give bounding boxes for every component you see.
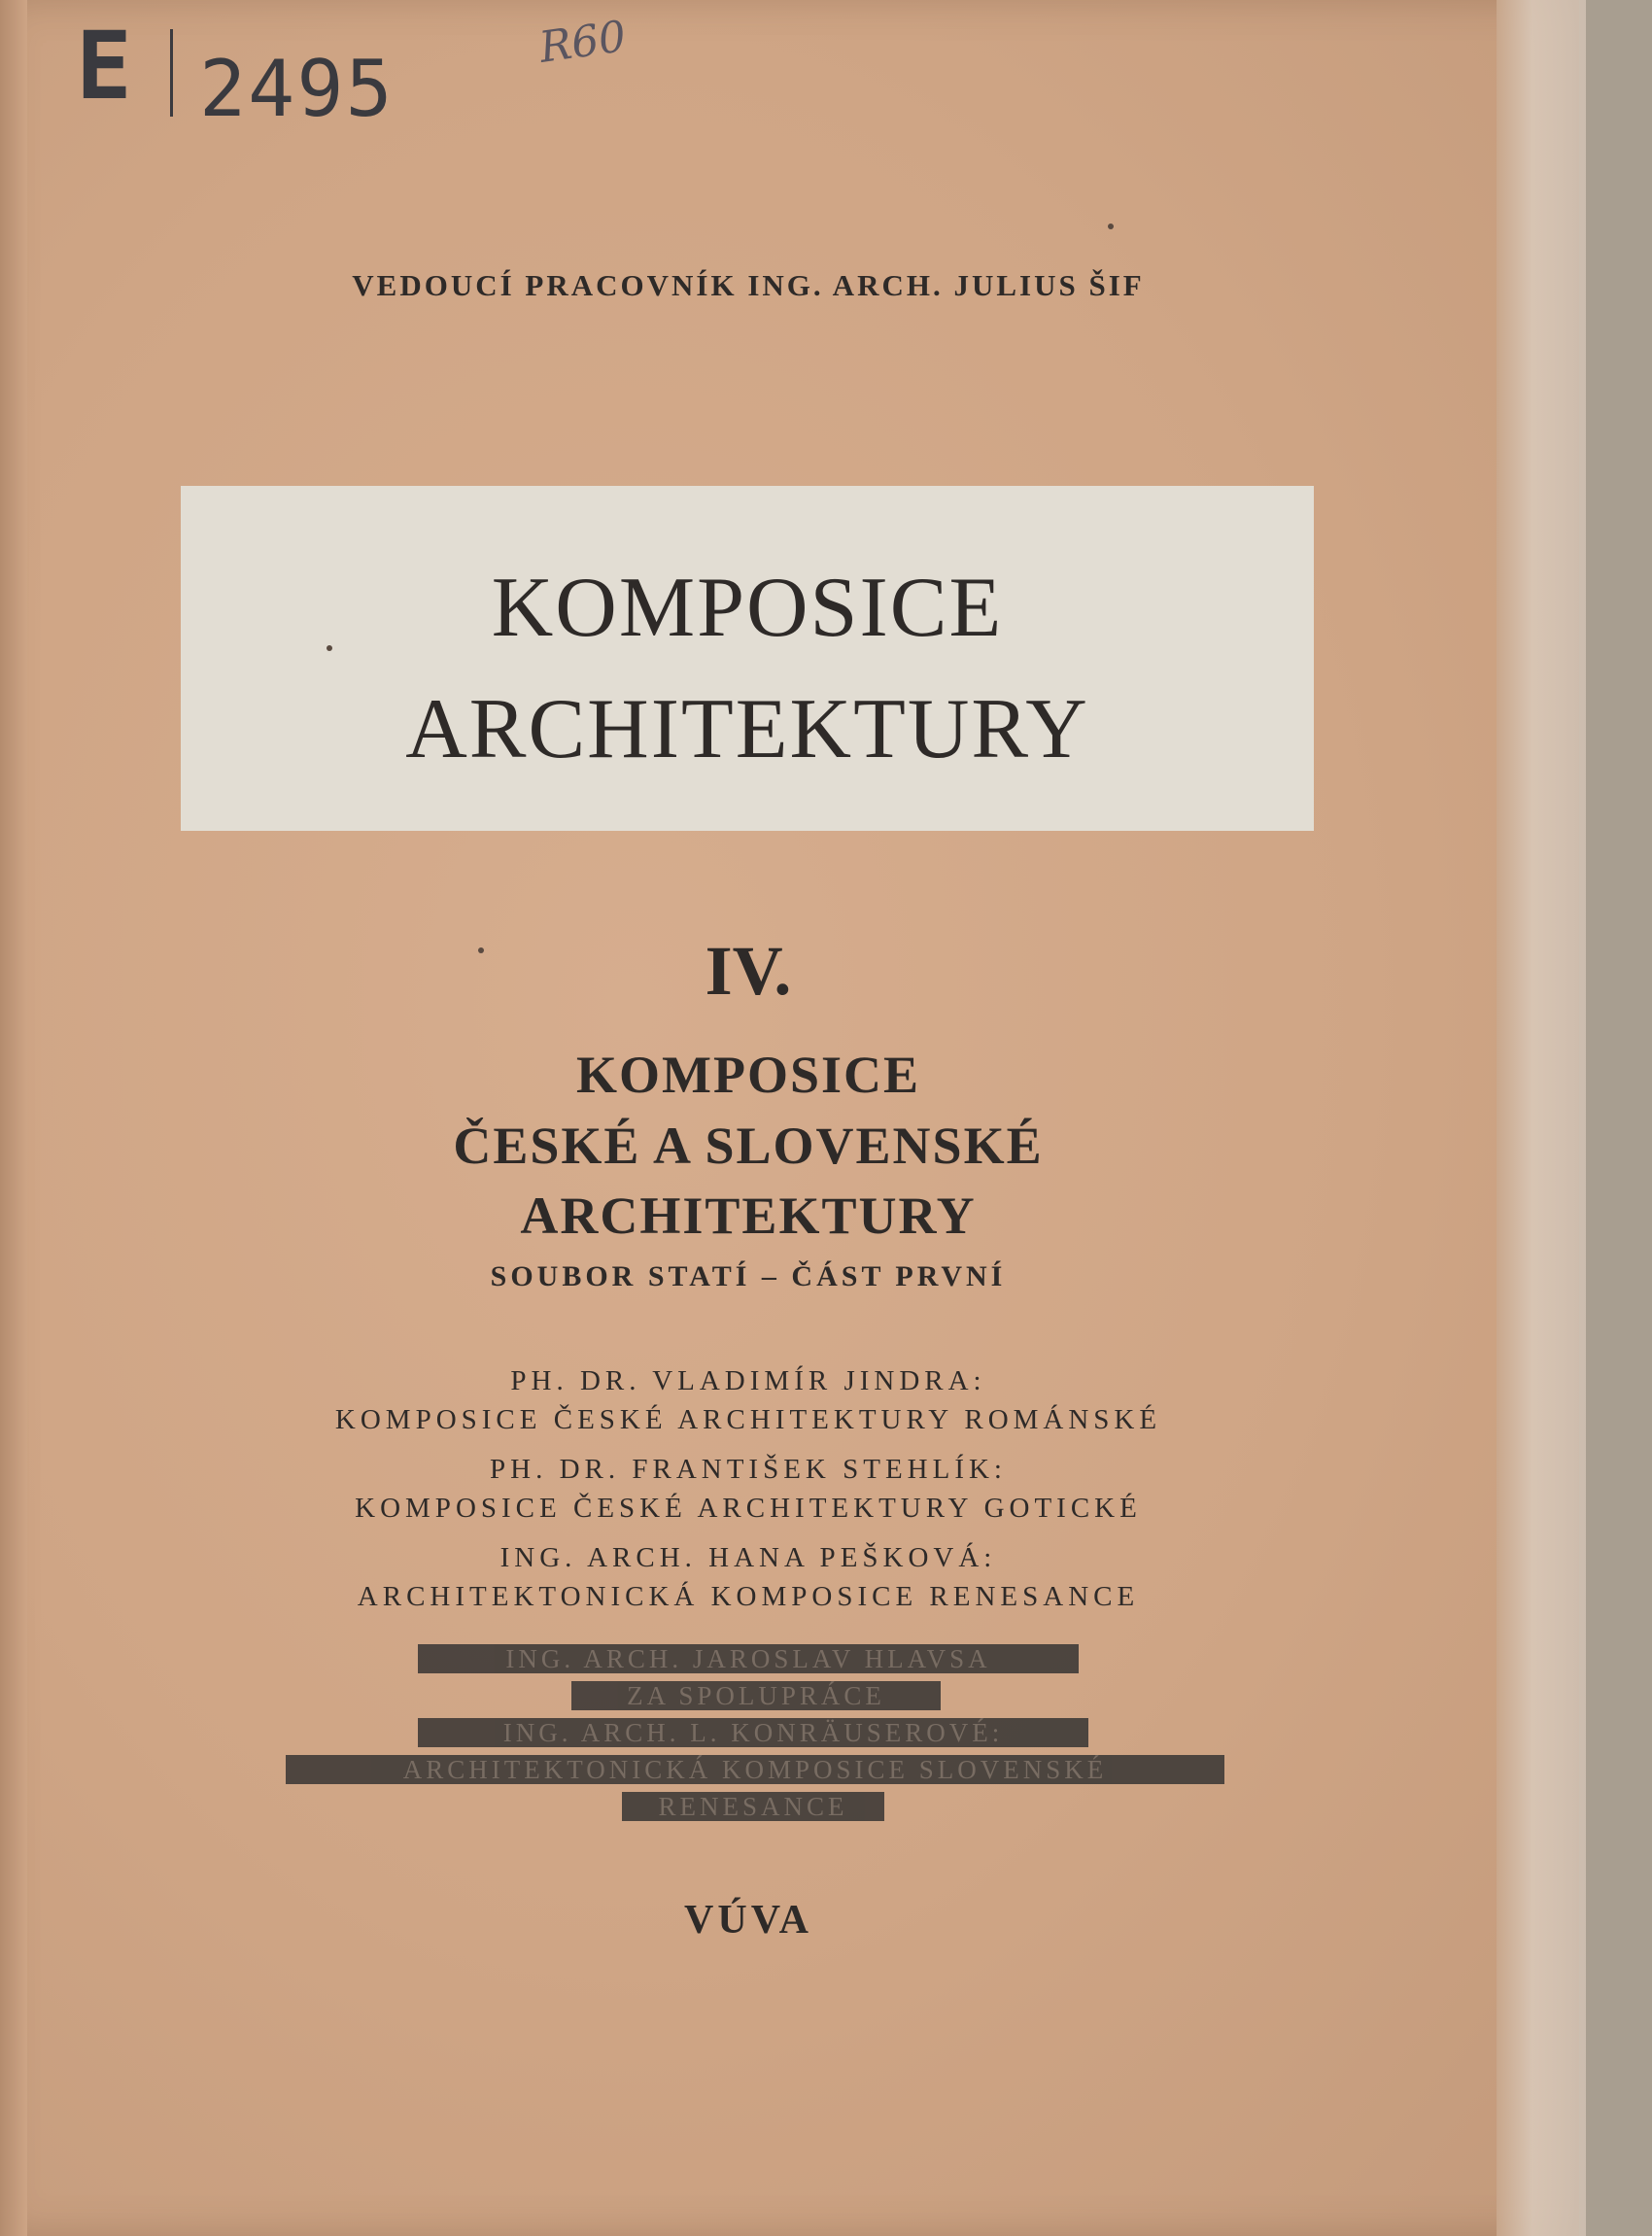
title-panel bbox=[181, 486, 1314, 831]
contribution-topic: KOMPOSICE ČESKÉ ARCHITEKTURY ROMÁNSKÉ bbox=[334, 1404, 1162, 1435]
leading-author: VEDOUCÍ PRACOVNÍK ING. ARCH. JULIUS ŠIF bbox=[352, 268, 1145, 302]
book-title-line-1: KOMPOSICE bbox=[491, 561, 1004, 655]
subtitle-line-1: KOMPOSICE bbox=[575, 1046, 921, 1104]
subtitle-line-2: ČESKÉ A SLOVENSKÉ bbox=[453, 1117, 1044, 1175]
speck bbox=[1108, 224, 1114, 229]
library-stamp-letter: E bbox=[76, 12, 132, 120]
library-stamp-divider bbox=[170, 29, 173, 117]
redacted-line: RENESANCE bbox=[622, 1792, 884, 1821]
contribution-author: ING. ARCH. HANA PEŠKOVÁ: bbox=[499, 1542, 997, 1573]
publisher-name: VÚVA bbox=[684, 1898, 812, 1943]
library-stamp-number: 2495 bbox=[199, 44, 395, 134]
contribution-topic: ARCHITEKTONICKÁ KOMPOSICE RENESANCE bbox=[357, 1581, 1140, 1612]
speck bbox=[327, 645, 332, 651]
speck bbox=[478, 947, 484, 953]
redacted-line: ARCHITEKTONICKÁ KOMPOSICE SLOVENSKÉ bbox=[286, 1755, 1224, 1784]
subtitle-line-3: ARCHITEKTURY bbox=[520, 1187, 977, 1245]
contribution-topic: KOMPOSICE ČESKÉ ARCHITEKTURY GOTICKÉ bbox=[355, 1493, 1142, 1524]
redacted-line: ING. ARCH. L. KONRÄUSEROVÉ: bbox=[418, 1718, 1088, 1747]
redacted-line: ING. ARCH. JAROSLAV HLAVSA bbox=[418, 1644, 1079, 1673]
cover-torn-edge bbox=[1497, 0, 1586, 2236]
book-title-line-2: ARCHITEKTURY bbox=[405, 682, 1089, 776]
contribution-author: PH. DR. VLADIMÍR JINDRA: bbox=[510, 1365, 986, 1396]
contribution-author: PH. DR. FRANTIŠEK STEHLÍK: bbox=[490, 1454, 1007, 1485]
volume-number: IV. bbox=[705, 932, 792, 1010]
collection-note: SOUBOR STATÍ – ČÁST PRVNÍ bbox=[490, 1260, 1007, 1292]
redacted-line: ZA SPOLUPRÁCE bbox=[571, 1681, 941, 1710]
handwritten-note: R60 bbox=[535, 12, 630, 73]
